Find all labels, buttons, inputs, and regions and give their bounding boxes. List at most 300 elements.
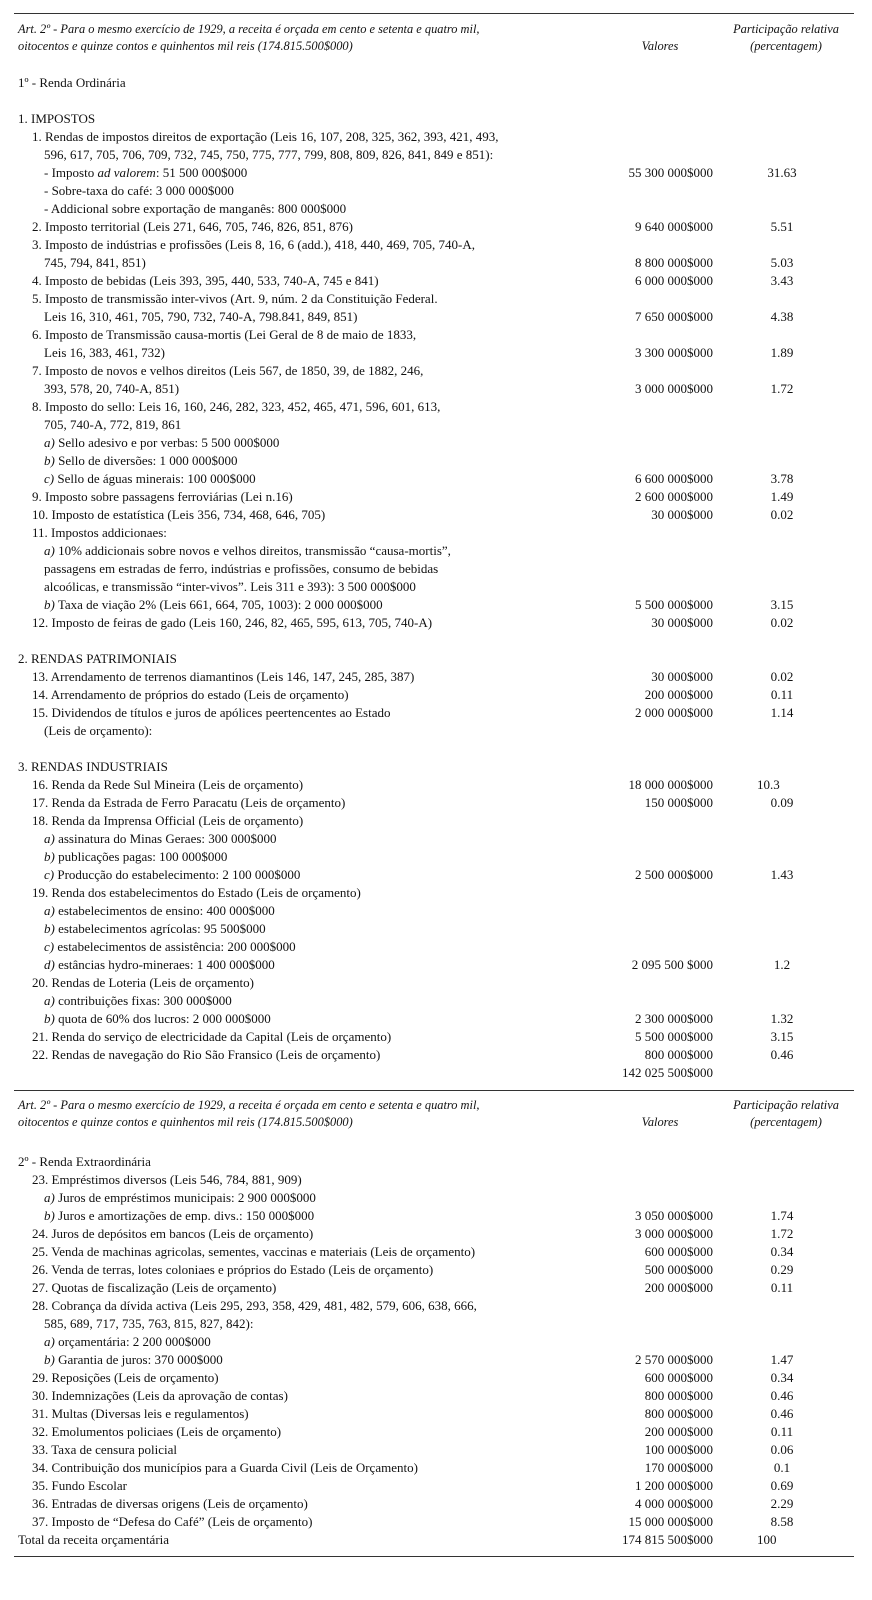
row-description (18, 1171, 302, 1189)
row-description (18, 272, 379, 290)
row-percentage: 2.29 (770, 1496, 794, 1511)
row-text: Sello de diversões: 1 000 000$000 (54, 453, 238, 468)
row-text: 6. Imposto de Transmissão causa-mortis (Lei Geral de 8 de maio de 1833, (32, 327, 417, 342)
row-percentage: 0.34 (770, 1370, 794, 1385)
extraordinary-revenue-rows (18, 1153, 854, 1549)
row-description (18, 488, 293, 506)
row-description (18, 1028, 391, 1046)
row-description (18, 1189, 316, 1207)
table-row (18, 938, 854, 956)
row-value: 2 300 000$000 (635, 1011, 713, 1026)
row-value: 3 000 000$000 (635, 1226, 713, 1241)
row-description (18, 308, 357, 326)
table-row (18, 1387, 854, 1405)
table-row (18, 290, 854, 308)
row-description (18, 1477, 127, 1495)
row-description (18, 1261, 433, 1279)
table-row (18, 722, 854, 740)
table-row (18, 524, 854, 542)
table-row (18, 1189, 854, 1207)
row-text: Taxa de viação 2% (Leis 661, 664, 705, 1003): 2 000 000$000 (54, 597, 383, 612)
row-text: 596, 617, 705, 706, 709, 732, 745, 750, 775, 777, 799, 808, 809, 826, 841, 849 e 851): (44, 147, 494, 162)
table-row (18, 758, 854, 776)
row-value: 2 570 000$000 (635, 1352, 713, 1367)
row-text: 9. Imposto sobre passagens ferroviárias (Lei n.16) (32, 489, 293, 504)
row-text: 30. Indemnizações (Leis da aprovação de contas) (32, 1388, 288, 1403)
item-letter: a) (44, 903, 55, 918)
row-text: alcoólicas, e transmissão “inter-vivos”. Leis 311 e 393): 3 500 000$000 (44, 579, 416, 594)
row-value: 174 815 500$000 (622, 1532, 713, 1547)
row-description (18, 218, 353, 236)
row-description (18, 1207, 314, 1225)
row-value: 30 000$000 (651, 669, 713, 684)
row-text: (Leis de orçamento): (44, 723, 153, 738)
row-text: 18. Renda da Imprensa Official (Leis de orçamento) (32, 813, 304, 828)
row-value: 500 000$000 (644, 1262, 713, 1277)
row-text: 17. Renda da Estrada de Ferro Paracatu (Leis de orçamento) (32, 795, 346, 810)
row-description (18, 1369, 219, 1387)
row-value: 6 000 000$000 (635, 273, 713, 288)
row-text: - Addicional sobre exportação de manganês: 800 000$000 (44, 201, 347, 216)
table-row (18, 1441, 854, 1459)
row-value: 800 000$000 (644, 1388, 713, 1403)
row-percentage: 0.1 (773, 1460, 791, 1475)
table-row (18, 812, 854, 830)
row-percentage: 0.11 (770, 687, 794, 702)
row-description (18, 236, 475, 254)
row-text: quota de 60% dos lucros: 2 000 000$000 (54, 1011, 271, 1026)
table-row (18, 128, 854, 146)
row-text: estabelecimentos de ensino: 400 000$000 (54, 903, 275, 918)
table-row (18, 776, 854, 794)
table-row (18, 200, 854, 218)
row-description (18, 596, 383, 614)
row-text: Total da receita orçamentária (18, 1532, 170, 1547)
article-caption-line-2: oitocentos e quinze contos e quinhentos mil reis (174.815.500$000) (18, 39, 353, 53)
table-row (18, 1315, 854, 1333)
table-row (18, 146, 854, 164)
table-row (18, 578, 854, 596)
row-percentage: 0.46 (770, 1047, 794, 1062)
row-text: 585, 689, 717, 735, 763, 815, 827, 842): (44, 1316, 254, 1331)
row-value: 800 000$000 (644, 1406, 713, 1421)
table-row (18, 110, 854, 128)
row-description (18, 1225, 313, 1243)
row-percentage: 0.02 (770, 669, 794, 684)
row-text: 22. Rendas de navegação do Rio São Fransico (Leis de orçamento) (32, 1047, 381, 1062)
row-text: 1. IMPOSTOS (18, 111, 96, 126)
table-row (18, 182, 854, 200)
row-percentage: 0.69 (770, 1478, 794, 1493)
row-text: estabelecimentos agrícolas: 95 500$000 (54, 921, 266, 936)
share-header-line-2: (percentagem) (750, 1115, 822, 1129)
row-value: 142 025 500$000 (622, 1065, 713, 1080)
row-value: 2 500 000$000 (635, 867, 713, 882)
row-value: 30 000$000 (651, 507, 713, 522)
row-text: 12. Imposto de feiras de gado (Leis 160, 246, 82, 465, 595, 613, 705, 740-A) (32, 615, 433, 630)
row-percentage: 10.3 (757, 777, 780, 792)
row-percentage: 3.78 (770, 471, 794, 486)
row-value: 15 000 000$000 (628, 1514, 713, 1529)
row-text: 15. Dividendos de títulos e juros de apólices peertencentes ao Estado (32, 705, 391, 720)
table-row (18, 686, 854, 704)
item-letter: b) (44, 597, 55, 612)
table-row (18, 1153, 854, 1171)
table-row (18, 848, 854, 866)
table-row (18, 362, 854, 380)
row-text: Sello de águas minerais: 100 000$000 (54, 471, 256, 486)
row-value: 3 000 000$000 (635, 381, 713, 396)
article-caption-line-1: Art. 2º - Para o mesmo exercício de 1929, a receita é orçada em cento e setenta e quatro mil, (18, 22, 480, 36)
row-value: 2 000 000$000 (635, 705, 713, 720)
row-value: 18 000 000$000 (628, 777, 713, 792)
item-letter: a) (44, 993, 55, 1008)
row-value: 5 500 000$000 (635, 597, 713, 612)
row-description (18, 1297, 477, 1315)
row-text: 34. Contribuição dos municípios para a Guarda Civil (Leis de Orçamento) (32, 1460, 418, 1475)
row-description (18, 830, 277, 848)
row-percentage: 4.38 (770, 309, 794, 324)
row-percentage: 1.32 (770, 1011, 794, 1026)
row-text: 31. Multas (Diversas leis e regulamentos) (32, 1406, 249, 1421)
row-text: 705, 740-A, 772, 819, 861 (44, 417, 182, 432)
row-value: 200 000$000 (644, 1280, 713, 1295)
section-rule (14, 1090, 854, 1091)
row-description (18, 416, 181, 434)
table-row (18, 1207, 854, 1225)
share-header-line-1: Participação relativa (733, 1098, 839, 1112)
table-row (18, 866, 854, 884)
row-value: 170 000$000 (644, 1460, 713, 1475)
spacer (18, 632, 854, 650)
row-description (18, 380, 179, 398)
row-description (18, 1441, 177, 1459)
row-text: Leis 16, 310, 461, 705, 790, 732, 740-A, 798.841, 849, 851) (44, 309, 358, 324)
row-description (18, 866, 300, 884)
row-description (18, 704, 390, 722)
row-description (18, 1333, 211, 1351)
share-header-line-2: (percentagem) (750, 39, 822, 53)
row-text: 23. Empréstimos diversos (Leis 546, 784, 881, 909) (32, 1172, 302, 1187)
table-row (18, 74, 854, 92)
table-row (18, 236, 854, 254)
row-text: Leis 16, 383, 461, 732) (44, 345, 165, 360)
row-text: 2. RENDAS PATRIMONIAIS (18, 651, 177, 666)
row-description (18, 650, 177, 668)
item-letter: a) (44, 1334, 55, 1349)
table-row (18, 1459, 854, 1477)
table-row (18, 398, 854, 416)
row-description (18, 1153, 151, 1171)
item-letter: b) (44, 1352, 55, 1367)
row-value: 30 000$000 (651, 615, 713, 630)
table-row (18, 434, 854, 452)
table-row (18, 1225, 854, 1243)
row-description (18, 398, 440, 416)
row-percentage: 1.72 (770, 381, 794, 396)
table-row (18, 218, 854, 236)
row-description (18, 1459, 418, 1477)
row-text: estabelecimentos de assistência: 200 000$000 (54, 939, 296, 954)
item-letter: a) (44, 1190, 55, 1205)
row-text: publicações pagas: 100 000$000 (54, 849, 228, 864)
row-description (18, 902, 275, 920)
row-text: 11. Impostos addicionaes: (32, 525, 167, 540)
spacer (18, 740, 854, 758)
table-header-2 (18, 1097, 854, 1141)
table-row (18, 1369, 854, 1387)
article-caption-line-2: oitocentos e quinze contos e quinhentos mil reis (174.815.500$000) (18, 1115, 353, 1129)
table-row (18, 956, 854, 974)
row-value: 6 600 000$000 (635, 471, 713, 486)
item-letter: d) (44, 957, 55, 972)
row-text: 20. Rendas de Loteria (Leis de orçamento) (32, 975, 254, 990)
table-row (18, 830, 854, 848)
table-row (18, 1297, 854, 1315)
row-value: 3 050 000$000 (635, 1208, 713, 1223)
row-text: 32. Emolumentos policiaes (Leis de orçamento) (32, 1424, 282, 1439)
row-description (18, 974, 254, 992)
row-percentage: 5.03 (770, 255, 794, 270)
row-text: assinatura do Minas Geraes: 300 000$000 (54, 831, 277, 846)
row-description (18, 200, 346, 218)
row-percentage: 0.34 (770, 1244, 794, 1259)
article-caption (18, 1097, 538, 1131)
table-row (18, 1333, 854, 1351)
row-value: 800 000$000 (644, 1047, 713, 1062)
row-description (18, 1531, 169, 1549)
row-value: 2 600 000$000 (635, 489, 713, 504)
row-text: Juros de empréstimos municipais: 2 900 000$000 (54, 1190, 316, 1205)
table-row (18, 650, 854, 668)
table-row (18, 326, 854, 344)
table-row (18, 470, 854, 488)
table-row (18, 488, 854, 506)
table-row (18, 164, 854, 182)
row-percentage: 1.43 (770, 867, 794, 882)
row-percentage: 0.11 (770, 1424, 794, 1439)
row-text: 33. Taxa de censura policial (32, 1442, 178, 1457)
row-percentage: 0.02 (770, 507, 794, 522)
ordinary-revenue-rows (18, 74, 854, 1082)
table-row (18, 380, 854, 398)
row-value: 3 300 000$000 (635, 345, 713, 360)
row-value: 600 000$000 (644, 1244, 713, 1259)
item-letter: c) (44, 939, 55, 954)
row-description (18, 146, 493, 164)
row-text: orçamentária: 2 200 000$000 (54, 1334, 211, 1349)
row-percentage: 0.46 (770, 1388, 794, 1403)
table-row (18, 506, 854, 524)
item-letter: a) (44, 543, 55, 558)
table-row (18, 884, 854, 902)
row-description (18, 848, 227, 866)
row-text-tail: : 51 500 000$000 (155, 165, 248, 180)
row-percentage: 3.43 (770, 273, 794, 288)
row-description (18, 614, 432, 632)
row-text: 7. Imposto de novos e velhos direitos (Leis 567, de 1850, 39, de 1882, 246, (32, 363, 424, 378)
row-description (18, 110, 95, 128)
row-text: 25. Venda de machinas agricolas, sementes, vaccinas e materiais (Leis de orçamento) (32, 1244, 476, 1259)
row-percentage: 1.47 (770, 1352, 794, 1367)
row-text: 10% addicionais sobre novos e velhos direitos, transmissão “causa-mortis”, (54, 543, 451, 558)
row-value: 200 000$000 (644, 687, 713, 702)
row-value: 2 095 500 $000 (631, 957, 713, 972)
row-description (18, 668, 414, 686)
italic-term: ad valorem (97, 165, 156, 180)
row-text: 393, 578, 20, 740-A, 851) (44, 381, 180, 396)
row-text: 19. Renda dos estabelecimentos do Estado (Leis de orçamento) (32, 885, 361, 900)
row-percentage: 5.51 (770, 219, 794, 234)
row-text: 21. Renda do serviço de electricidade da Capital (Leis de orçamento) (32, 1029, 392, 1044)
row-description (18, 452, 238, 470)
article-caption-line-1: Art. 2º - Para o mesmo exercício de 1929, a receita é orçada em cento e setenta e quatro mil, (18, 1098, 480, 1112)
row-description (18, 1279, 276, 1297)
table-row (18, 416, 854, 434)
row-text: 4. Imposto de bebidas (Leis 393, 395, 440, 533, 740-A, 745 e 841) (32, 273, 379, 288)
row-percentage: 1.72 (770, 1226, 794, 1241)
row-percentage: 3.15 (770, 597, 794, 612)
item-letter: a) (44, 435, 55, 450)
row-text: Producção do estabelecimento: 2 100 000$000 (54, 867, 301, 882)
row-description (18, 128, 499, 146)
row-percentage: 0.09 (770, 795, 794, 810)
row-percentage: 1.49 (770, 489, 794, 504)
table-row (18, 1351, 854, 1369)
row-text: 3. Imposto de indústrias e profissões (Leis 8, 16, 6 (add.), 418, 440, 469, 705, 740-A, (32, 237, 476, 252)
row-text: 1. Rendas de impostos direitos de exportação (Leis 16, 107, 208, 325, 362, 393, 421, 493, (32, 129, 499, 144)
row-description (18, 524, 167, 542)
row-percentage: 8.58 (770, 1514, 794, 1529)
table-row (18, 254, 854, 272)
row-text: - Sobre-taxa do café: 3 000 000$000 (44, 183, 234, 198)
table-row (18, 1010, 854, 1028)
row-text: contribuições fixas: 300 000$000 (54, 993, 232, 1008)
table-row (18, 1046, 854, 1064)
table-row (18, 560, 854, 578)
row-value: 600 000$000 (644, 1370, 713, 1385)
row-value: 200 000$000 (644, 1424, 713, 1439)
table-row (18, 1513, 854, 1531)
row-description (18, 920, 266, 938)
row-description (18, 1423, 281, 1441)
row-description (18, 344, 165, 362)
row-text: 37. Imposto de “Defesa do Café” (Leis de orçamento) (32, 1514, 313, 1529)
row-value: 150 000$000 (644, 795, 713, 810)
row-text: 5. Imposto de transmissão inter-vivos (Art. 9, núm. 2 da Constituição Federal. (32, 291, 438, 306)
row-description (18, 1315, 253, 1333)
row-description (18, 542, 451, 560)
row-percentage: 31.63 (767, 165, 797, 180)
row-description (18, 506, 325, 524)
row-percentage: 0.06 (770, 1442, 794, 1457)
table-row (18, 1028, 854, 1046)
row-description (18, 794, 345, 812)
row-description (18, 362, 423, 380)
item-letter: b) (44, 921, 55, 936)
row-text: 745, 794, 841, 851) (44, 255, 146, 270)
row-percentage: 1.89 (770, 345, 794, 360)
row-description (18, 1495, 308, 1513)
row-description (18, 1405, 249, 1423)
row-text: Garantia de juros: 370 000$000 (54, 1352, 223, 1367)
row-text: Juros e amortizações de emp. divs.: 150 000$000 (54, 1208, 315, 1223)
table-row (18, 1243, 854, 1261)
table-row (18, 902, 854, 920)
row-text: 8. Imposto do sello: Leis 16, 160, 246, 282, 323, 452, 465, 471, 596, 601, 613, (32, 399, 441, 414)
table-row (18, 668, 854, 686)
row-percentage: 0.02 (770, 615, 794, 630)
table-row (18, 1261, 854, 1279)
table-row (18, 308, 854, 326)
table-header-1 (18, 21, 854, 65)
row-text: 36. Entradas de diversas origens (Leis de orçamento) (32, 1496, 308, 1511)
row-description (18, 182, 234, 200)
row-text: 10. Imposto de estatística (Leis 356, 734, 468, 646, 705) (32, 507, 326, 522)
row-percentage: 1.74 (770, 1208, 794, 1223)
top-rule (14, 13, 854, 14)
row-description (18, 290, 438, 308)
table-row (18, 1171, 854, 1189)
row-text: 24. Juros de depósitos em bancos (Leis de orçamento) (32, 1226, 314, 1241)
share-column-header (718, 1097, 854, 1131)
row-description (18, 938, 296, 956)
row-text: 29. Reposições (Leis de orçamento) (32, 1370, 219, 1385)
table-row (18, 1279, 854, 1297)
row-description (18, 1513, 312, 1531)
row-description (18, 686, 349, 704)
row-description (18, 254, 146, 272)
row-text: 3. RENDAS INDUSTRIAIS (18, 759, 168, 774)
item-letter: b) (44, 1011, 55, 1026)
row-value: 1 200 000$000 (635, 1478, 713, 1493)
spacer (18, 92, 854, 110)
row-description (18, 956, 275, 974)
values-column-header: Valores (641, 39, 679, 53)
row-value: 9 640 000$000 (635, 219, 713, 234)
row-description (18, 164, 247, 182)
row-text: Sello adesivo e por verbas: 5 500 000$000 (54, 435, 280, 450)
row-description (18, 434, 279, 452)
row-text: 27. Quotas de fiscalização (Leis de orçamento) (32, 1280, 277, 1295)
item-letter: b) (44, 453, 55, 468)
table-row (18, 1405, 854, 1423)
row-description (18, 326, 416, 344)
row-description (18, 560, 438, 578)
table-row (18, 614, 854, 632)
row-value: 100 000$000 (644, 1442, 713, 1457)
row-description (18, 470, 256, 488)
table-row (18, 704, 854, 722)
row-value: 7 650 000$000 (635, 309, 713, 324)
row-description (18, 992, 232, 1010)
row-description (18, 1243, 475, 1261)
row-description (18, 776, 303, 794)
table-row (18, 596, 854, 614)
row-value: 5 500 000$000 (635, 1029, 713, 1044)
row-text: 16. Renda da Rede Sul Mineira (Leis de orçamento) (32, 777, 304, 792)
row-value: 4 000 000$000 (635, 1496, 713, 1511)
row-description (18, 74, 126, 92)
table-row (18, 992, 854, 1010)
row-value: 8 800 000$000 (635, 255, 713, 270)
row-description (18, 812, 303, 830)
row-description (18, 1010, 271, 1028)
table-row (18, 1423, 854, 1441)
table-row (18, 794, 854, 812)
row-description (18, 1387, 288, 1405)
table-row (18, 1495, 854, 1513)
